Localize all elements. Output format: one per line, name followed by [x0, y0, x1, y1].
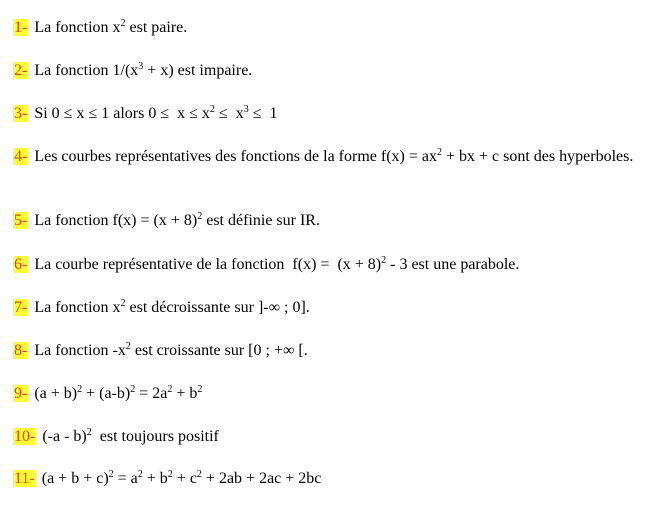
statement-number: 7- — [14, 299, 28, 316]
statement-text: La fonction $x^2$ est décroissante sur ]-∞ ; 0]. — [34, 298, 310, 316]
statement-text: La fonction $x^2$ est paire. — [34, 18, 188, 36]
statement-number: 9- — [14, 385, 28, 402]
statement-number: 4- — [14, 148, 28, 165]
statement-8 — [13, 340, 656, 362]
statement-number: 11- — [14, 470, 35, 487]
statement-text: $(a + b + c)^2 = a^2 + b^2 + c^2 + 2ab + 2ac + 2bc$ — [41, 469, 322, 487]
statement-2 — [13, 60, 656, 82]
statement-text: (-a - b)$^2$ est toujours positif — [42, 427, 219, 445]
statement-4 — [13, 146, 656, 168]
statement-7 — [13, 297, 656, 319]
statement-text: Les courbes représentatives des fonctions de la forme $f(x) = ax^2$ + bx + c sont des hyperboles. — [34, 147, 634, 165]
statement-6 — [13, 254, 656, 276]
statement-text: $(a + b)^2 + (a-b)^2 = 2a^2 + b^2$ — [34, 384, 203, 402]
statement-text: La courbe représentative de la fonction $f(x) = (x + 8)^2 - 3$ est une parabole. — [34, 255, 520, 273]
statement-number: 5- — [14, 212, 28, 229]
statement-number: 3- — [14, 105, 28, 122]
statement-number: 10- — [14, 428, 36, 445]
statement-3 — [13, 103, 656, 125]
statement-text: La fonction $f(x) = (x + 8)^2$ est définie sur IR. — [34, 211, 320, 229]
statement-number: 2- — [14, 62, 28, 79]
statement-number: 8- — [14, 342, 28, 359]
statement-9 — [13, 383, 656, 405]
statement-11 — [13, 468, 656, 490]
statement-1 — [13, 17, 656, 39]
statement-text: Si 0 ≤ x ≤ 1 alors $0 \le x \le x^2 \le x^3 \le 1$ — [34, 104, 278, 122]
statement-number: 1- — [14, 19, 28, 36]
statement-number: 6- — [14, 256, 28, 273]
statement-text: La fonction $1/(x^3 + x)$ est impaire. — [34, 61, 253, 79]
statement-5 — [13, 210, 656, 232]
statement-10 — [13, 426, 656, 448]
statement-text: La fonction $-x^2$ est croissante sur [0 ; +∞ [. — [34, 341, 308, 359]
